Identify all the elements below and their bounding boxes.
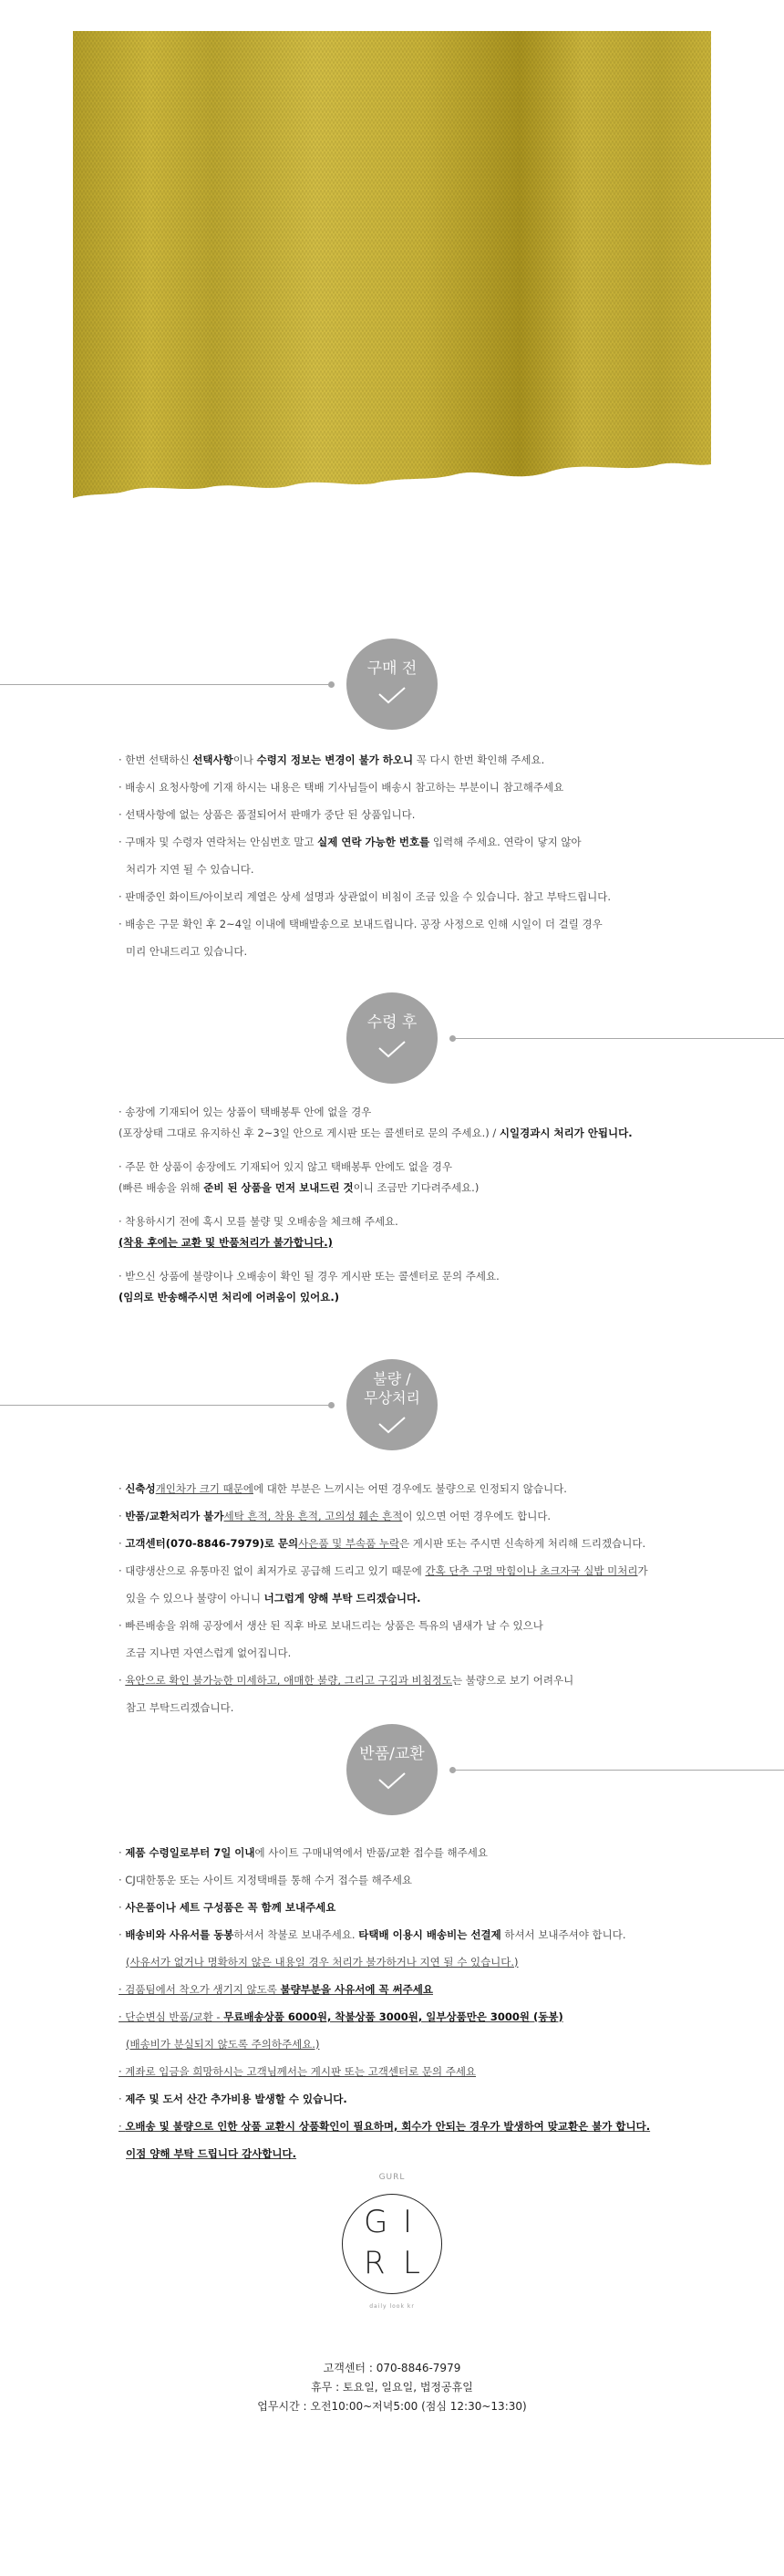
divider-dot — [328, 681, 335, 688]
list-item — [119, 1894, 702, 1921]
list-gap — [119, 1199, 702, 1211]
defect-notice-list — [119, 1475, 702, 1721]
list-item — [119, 774, 702, 801]
item-text: · 배송시 요청사항에 기재 하시는 내용은 택배 기사님들이 배송시 참고하는 부분이니 참고해주세요 — [119, 781, 564, 794]
section-title: 수령 후 — [366, 1013, 418, 1032]
returns-notice-list — [119, 1839, 702, 2167]
item-text: 이 있으면 어떤 경우에도 — [402, 1510, 518, 1522]
emphasis-text: 제주 및 도서 산간 추가비용 발생할 수 있습니다. — [125, 2093, 347, 2105]
emphasis-text: 배송비와 사유서를 동봉 — [125, 1928, 234, 1941]
emphasis-text: 오배송 및 불량으로 인한 상품 교환시 상품확인이 필요하며, 회수가 안되는 경우가 발생하여 맞교환은 불가 합니다. — [125, 2120, 651, 2133]
underlined-text: · 계좌로 입금을 희망하시는 고객님께서는 게시판 또는 고객센터로 문의 주세요 — [119, 2065, 477, 2078]
check-icon — [377, 686, 407, 704]
footer-info — [0, 2359, 784, 2416]
list-item — [119, 883, 702, 910]
section-title-line1: 불량 / — [373, 1370, 411, 1387]
list-item — [119, 1266, 702, 1287]
list-item — [119, 828, 702, 856]
section-badge-purchase — [346, 639, 438, 730]
underlined-text — [119, 2010, 563, 2023]
list-item — [119, 1948, 702, 1976]
item-text: 하셔서 보내주셔야 합니다. — [500, 1928, 626, 1941]
list-item — [119, 2113, 702, 2140]
item-text: 참고 부탁드리겠습니다. — [126, 1701, 234, 1714]
section-badge-defect — [346, 1359, 438, 1450]
underlined-text: 세탁 흔적, 착용 흔적, 고의성 훼손 흔적 — [223, 1510, 403, 1522]
list-item — [119, 1557, 702, 1584]
divider-line — [0, 1405, 331, 1406]
logo-letter: I — [403, 2204, 413, 2240]
item-text: · 송장에 기재되어 있는 상품이 택배봉투 안에 없을 경우 — [119, 1106, 372, 1118]
item-text: · 한번 선택하신 — [119, 753, 193, 766]
check-icon — [377, 1771, 407, 1790]
underlined-text — [119, 1983, 433, 1996]
list-item — [119, 1639, 702, 1667]
item-text: 이니 조금만 기다려주세요.) — [353, 1181, 480, 1194]
item-text: · 배송은 구문 확인 후 2~4일 이내에 택배발송으로 보내드립니다. 공장 사정으로 인해 시일이 더 걸릴 경우 — [119, 918, 603, 930]
section-header-defect — [0, 1359, 784, 1459]
section-header-receipt — [0, 992, 784, 1093]
underlined-text: 개인차가 크기 때문에 — [155, 1482, 253, 1495]
item-text: 가 — [637, 1564, 648, 1577]
list-item — [119, 2085, 702, 2113]
emphasis-text: 제품 수령일로부터 7일 이내 — [125, 1846, 255, 1859]
item-text: 미리 안내드리고 있습니다. — [126, 945, 248, 958]
item-text: 에 대한 부분은 느끼시는 — [253, 1482, 368, 1495]
brand-small-bottom: daily look kr — [369, 2303, 415, 2310]
underlined-text — [119, 2120, 650, 2133]
list-item — [119, 2058, 702, 2085]
list-item — [119, 2031, 702, 2058]
item-text: 있을 수 있으나 불량이 아니니 — [126, 1592, 264, 1605]
emphasis-text: 시일경과시 처리가 안됩니다. — [499, 1127, 633, 1139]
emphasis-text: (착용 후에는 교환 및 반품처리가 불가합니다.) — [119, 1236, 333, 1249]
item-text: 조금 지나면 자연스럽게 없어집니다. — [126, 1646, 292, 1659]
emphasis-text: 사은품이나 세트 구성품은 꼭 함께 보내주세요 — [125, 1901, 336, 1914]
divider-line — [453, 1038, 784, 1039]
emphasis-text: 이점 양해 부탁 드립니다 감사합니다. — [126, 2147, 297, 2160]
item-text: · — [119, 1901, 126, 1914]
logo-letter: L — [403, 2245, 420, 2281]
emphasis-text: 신축성 — [125, 1482, 156, 1495]
item-text: · 대량생산으로 유통마진 없이 최저가로 공급해 드리고 있기 때문에 — [119, 1564, 426, 1577]
divider-dot — [328, 1402, 335, 1408]
list-item — [119, 1694, 702, 1721]
item-text: · 구매자 및 수령자 연락처는 안심번호 말고 — [119, 836, 318, 848]
list-item — [119, 1123, 702, 1144]
logo-letter: G — [364, 2204, 388, 2240]
footer-phone: 고객센터 : 070-8846-7979 — [323, 2362, 461, 2374]
item-text: 는 불량으로 보기 어려우니 — [452, 1674, 574, 1687]
item-text: · 주문 한 상품이 송장에도 기재되어 있지 않고 택배봉투 안에도 없을 경우 — [119, 1160, 453, 1173]
list-item — [119, 1211, 702, 1232]
list-item — [119, 1866, 702, 1894]
receipt-notice-list — [119, 1102, 702, 1308]
divider-line — [453, 1770, 784, 1771]
list-item — [119, 1232, 702, 1253]
item-text: · — [119, 1537, 126, 1550]
item-text: 입력해 주세요. 연락이 닿지 않아 — [429, 836, 582, 848]
list-item — [119, 1667, 702, 1694]
section-header-purchase — [0, 639, 784, 739]
list-item — [119, 1178, 702, 1199]
item-text: · — [119, 1674, 126, 1687]
emphasis-text: 고객센터(070-8846-7979)로 문의 — [125, 1537, 299, 1550]
list-item — [119, 1584, 702, 1612]
item-text: · — [119, 1928, 126, 1941]
list-item — [119, 1976, 702, 2003]
item-text: · — [119, 1510, 126, 1522]
underlined-text: (사유서가 없거나 명확하지 않은 내용일 경우 처리가 불가하거나 지연 될 수 있습니다.) — [126, 1956, 519, 1968]
section-title-line2: 무상처리 — [364, 1389, 420, 1407]
item-text: · CJ대한통운 또는 사이트 지정택배를 통해 수거 접수를 해주세요 — [119, 1874, 413, 1886]
emphasis-text: (임의로 반송해주시면 처리에 어려움이 있어요.) — [119, 1291, 339, 1304]
list-item — [119, 1921, 702, 1948]
list-gap — [119, 1253, 702, 1266]
list-item — [119, 856, 702, 883]
emphasis-text: 준비 된 상품을 먼저 보내드린 것 — [203, 1181, 354, 1194]
item-text: · — [119, 2093, 126, 2105]
logo-letter: R — [364, 2245, 386, 2281]
item-text: · 착용하시기 전에 혹시 모를 불량 및 오배송을 체크해 주세요. — [119, 1215, 398, 1228]
list-item — [119, 746, 702, 774]
brand-small-top: GURL — [378, 2173, 406, 2182]
item-text: 합니다. — [517, 1510, 552, 1522]
footer-hours: 업무시간 : 오전10:00~저녁5:00 (점심 12:30~13:30) — [257, 2400, 527, 2413]
emphasis-text: 선택사항 — [192, 753, 233, 766]
list-item — [119, 1839, 702, 1866]
list-item — [119, 2140, 702, 2167]
item-text: 꼭 다시 한번 확인해 주세요. — [413, 753, 545, 766]
brand-logo — [342, 2194, 442, 2294]
underlined-text: 사은품 및 부속품 누락 — [298, 1537, 400, 1550]
list-item — [119, 938, 702, 965]
section-title: 반품/교환 — [359, 1745, 425, 1763]
divider-line — [0, 684, 331, 685]
item-text: · — [119, 1846, 126, 1859]
section-title: 구매 전 — [366, 660, 418, 678]
item-text: 어떤 경우에도 불량으로 인정되지 않습니다. — [367, 1482, 567, 1495]
section-header-returns — [0, 1724, 784, 1824]
item-text: · 단순변심 반품/교환 - — [119, 2010, 224, 2023]
list-item — [119, 1475, 702, 1502]
section-badge-returns — [346, 1724, 438, 1815]
item-text: 이나 — [232, 753, 257, 766]
emphasis-text: 불량부분을 사유서에 꼭 써주세요 — [280, 1983, 434, 1996]
item-text: · 선택사항에 없는 상품은 품절되어서 판매가 중단 된 상품입니다. — [119, 808, 416, 821]
purchase-notice-list — [119, 746, 702, 965]
item-text: · 받으신 상품에 불량이나 오배송이 확인 될 경우 게시판 또는 콜센터로 문의 주세요. — [119, 1270, 500, 1283]
emphasis-text: 수령지 정보는 변경이 불가 하오니 — [256, 753, 414, 766]
item-text: 은 게시판 또는 — [399, 1537, 470, 1550]
emphasis-text: 실제 연락 가능한 번호를 — [317, 836, 430, 848]
item-text: · 판매중인 화이트/아이보리 계열은 상세 설명과 상관없이 비침이 조금 있을 수 있습니다. 참고 부탁드립니다. — [119, 890, 612, 903]
item-text: · 검품팀에서 착오가 생기지 않도록 — [119, 1983, 281, 1996]
item-text: · 빠른배송을 위해 공장에서 생산 된 직후 바로 보내드리는 상품은 특유의 냄새가 날 수 있으나 — [119, 1619, 543, 1632]
emphasis-text: 타택배 이용시 배송비는 선결제 — [358, 1928, 501, 1941]
list-item — [119, 1157, 702, 1178]
item-text: 주시면 신속하게 처리해 드리겠습니다. — [469, 1537, 646, 1550]
list-item — [119, 801, 702, 828]
check-icon — [377, 1416, 407, 1434]
check-icon — [377, 1040, 407, 1058]
footer-holidays: 휴무 : 토요일, 일요일, 법정공휴일 — [311, 2381, 473, 2394]
item-text: · — [119, 1482, 126, 1495]
emphasis-text: 반품/교환처리가 불가 — [125, 1510, 224, 1522]
list-item — [119, 1102, 702, 1123]
list-item — [119, 1502, 702, 1530]
section-badge-receipt — [346, 992, 438, 1084]
item-text: (포장상태 그대로 유지하신 후 2~3일 안으로 게시판 또는 콜센터로 문의 주세요.) / — [119, 1127, 500, 1139]
list-item — [119, 2003, 702, 2031]
item-text: 처리가 지연 될 수 있습니다. — [126, 863, 254, 876]
underlined-text — [119, 1236, 333, 1249]
underlined-text: (배송비가 분실되지 않도록 주의하주세요.) — [126, 2038, 320, 2051]
emphasis-text: 너그럽게 양해 부탁 드리겠습니다. — [263, 1592, 421, 1605]
underlined-text — [126, 2147, 296, 2160]
underlined-text: 육안으로 확인 불가능한 미세하고, 애매한 불량, 그리고 구김과 비침정도 — [125, 1674, 453, 1687]
list-item — [119, 910, 702, 938]
item-text: 에 사이트 구매내역에서 반품/교환 접수를 해주세요 — [254, 1846, 488, 1859]
list-gap — [119, 1144, 702, 1157]
emphasis-text: 무료배송상품 6000원, 착불상품 3000원, 일부상품만은 3000원 (동봉) — [223, 2010, 563, 2023]
item-text: · — [119, 2120, 126, 2133]
item-text: 하셔서 착불로 보내주세요. — [233, 1928, 359, 1941]
product-fabric-photo — [73, 31, 711, 516]
list-item — [119, 1530, 702, 1557]
list-item — [119, 1612, 702, 1639]
underlined-text: 간혹 단추 구멍 막힘이나 초크자국 실밥 미처리 — [425, 1564, 638, 1577]
item-text: (빠른 배송을 위해 — [119, 1181, 204, 1194]
list-item — [119, 1287, 702, 1308]
